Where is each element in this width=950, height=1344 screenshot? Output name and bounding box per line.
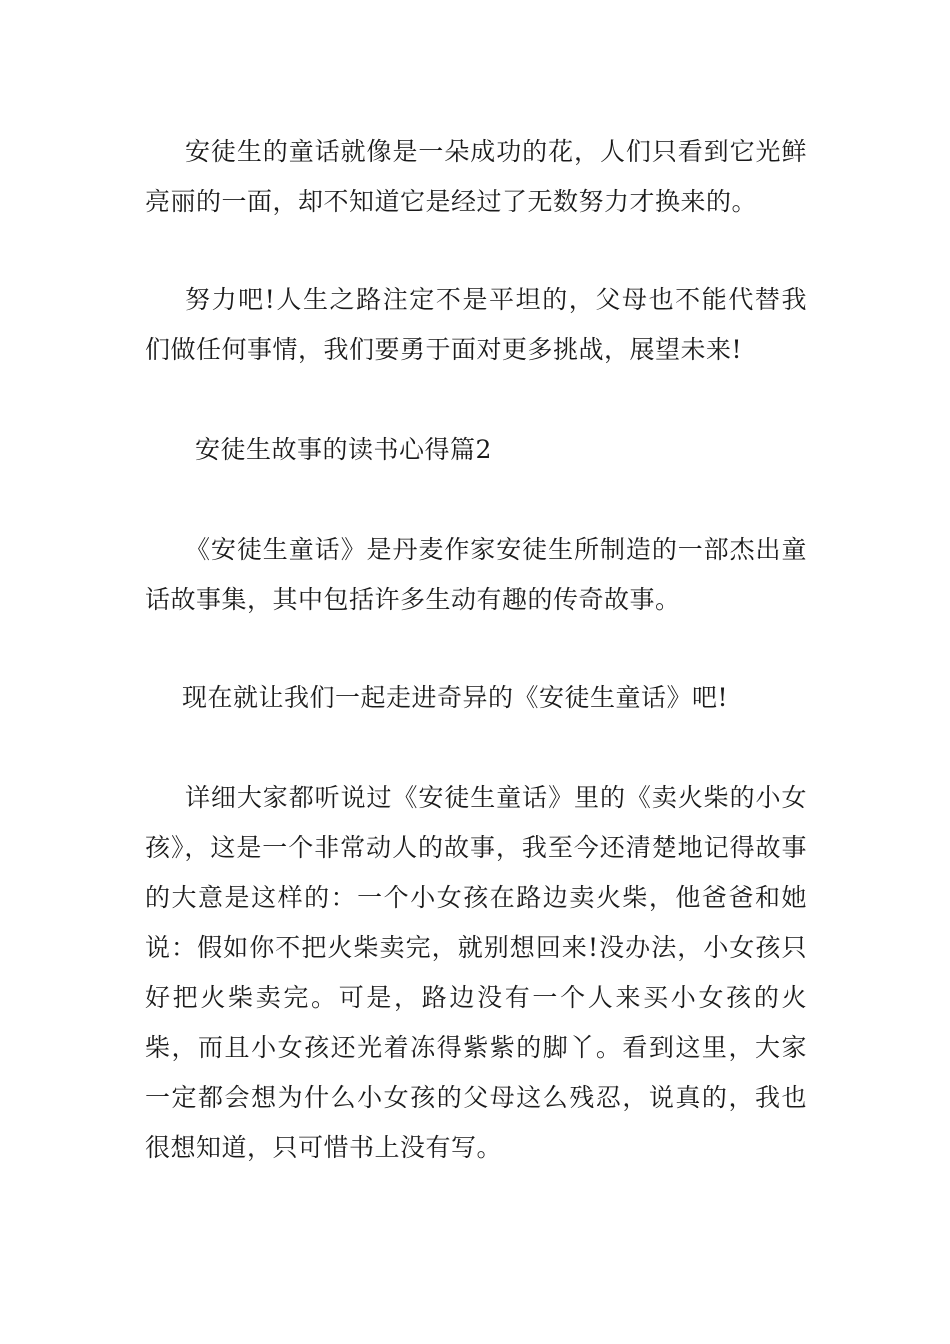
paragraph-work-hard: 努力吧!人生之路注定不是平坦的，父母也不能代替我们做任何事情，我们要勇于面对更多挑战，展望未来! — [145, 285, 807, 364]
section-heading: 安徒生故事的读书心得篇2 — [195, 435, 492, 464]
paragraph-enter-fairy-tales: 现在就让我们一起走进奇异的《安徒生童话》吧! — [182, 683, 729, 712]
paragraph-little-match-girl: 详细大家都听说过《安徒生童话》里的《卖火柴的小女孩》，这是一个非常动人的故事，我至今还清楚地记得故事的大意是这样的：一个小女孩在路边卖火柴，他爸爸和她说：假如你不把火柴卖完，就别想回来!没办法，小女孩只好把火柴卖完。可是，路边没有一个人来买小女孩的火柴，而且小女孩还光着冻得紫紫的脚丫。看到这里，大家一定都会想为什么小女孩的父母这么残忍，说真的，我也很想知道，只可惜书上没有写。 — [145, 783, 807, 1162]
paragraph-fairy-tale-collection: 《安徒生童话》是丹麦作家安徒生所制造的一部杰出童话故事集，其中包括许多生动有趣的传奇故事。 — [145, 535, 807, 614]
paragraph-andersen-flower: 安徒生的童话就像是一朵成功的花，人们只看到它光鲜亮丽的一面，却不知道它是经过了无数努力才换来的。 — [145, 137, 807, 216]
